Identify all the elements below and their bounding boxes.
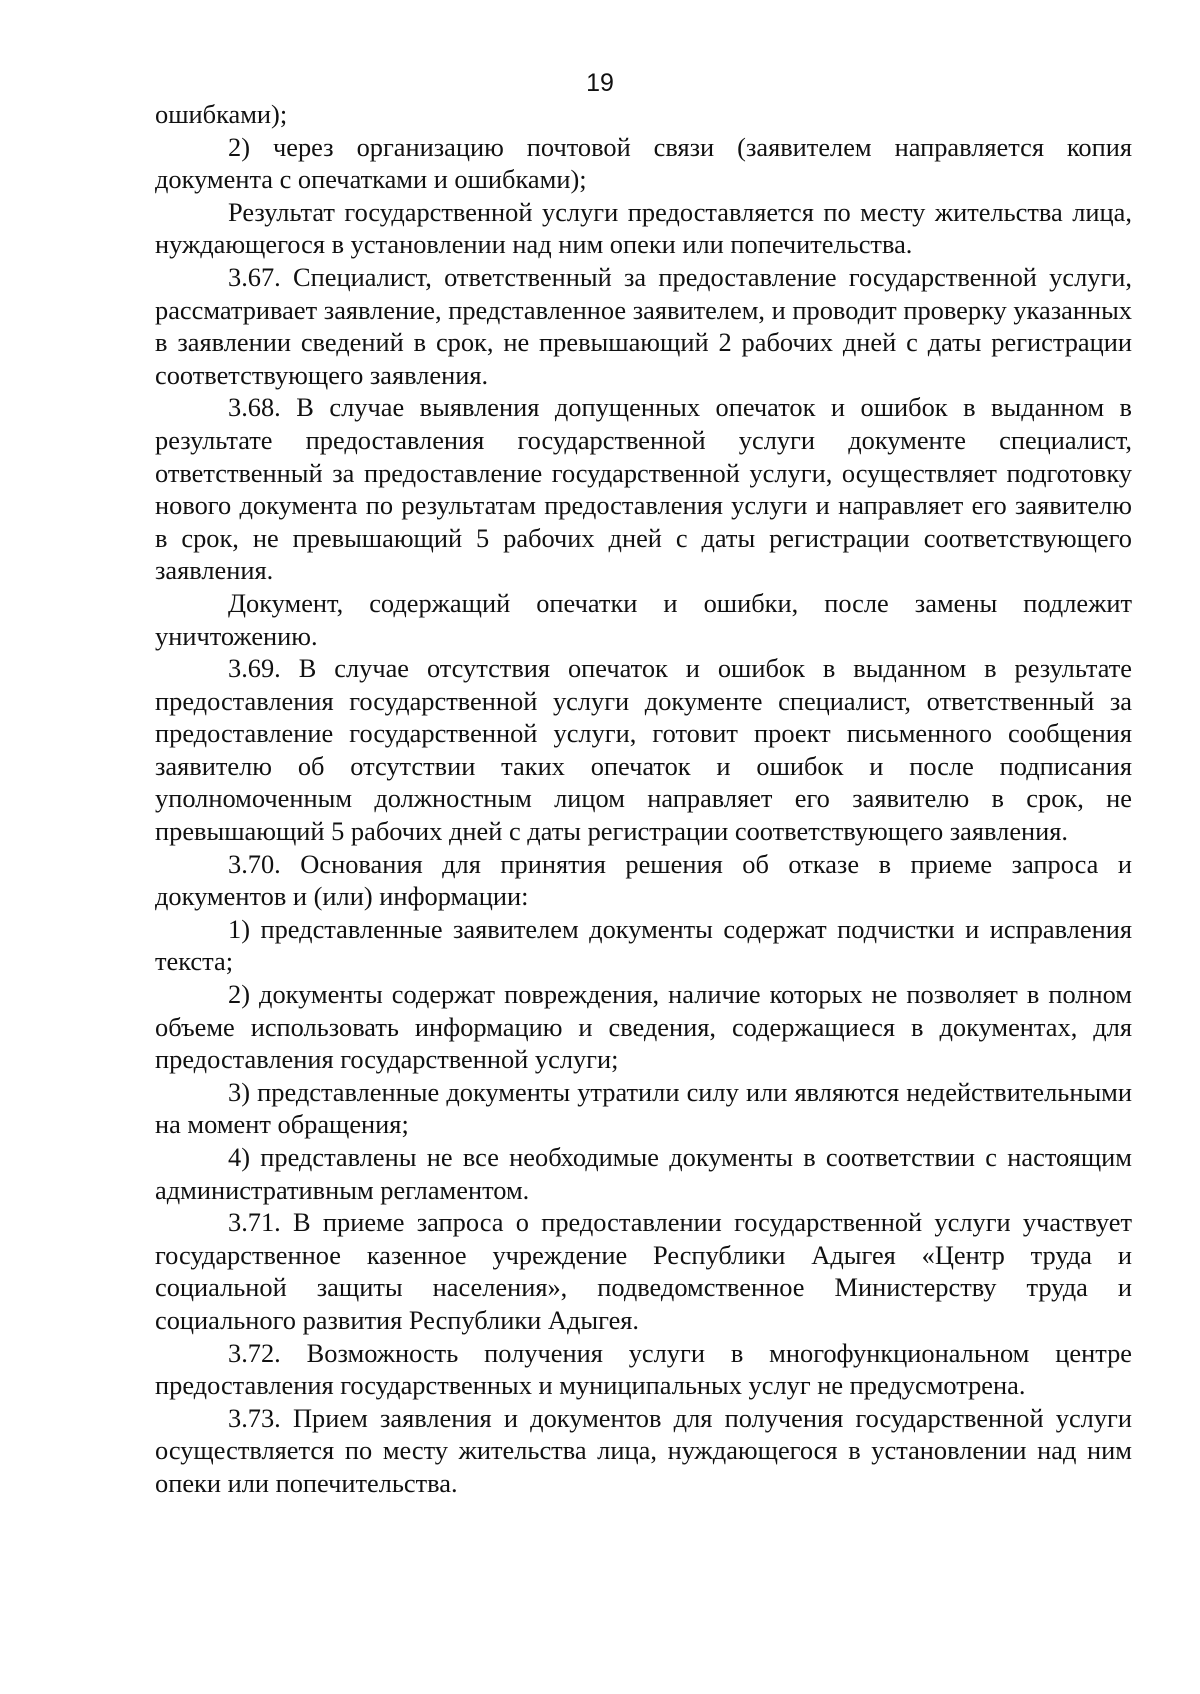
paragraph-3-71: 3.71. В приеме запроса о предоставлении государственной услуги участвует государственное казенное учреждение Республики Адыгея «Центр труда и социальной защиты населения», подведомственное Министерству труда и социального развития Республики Адыгея. xyxy=(155,1207,1132,1335)
paragraph-3-73: 3.73. Прием заявления и документов для получения государственной услуги осуществляется по месту жительства лица, нуждающегося в установлении над ним опеки или попечительства. xyxy=(155,1402,1132,1498)
page-number: 19 xyxy=(586,69,614,97)
paragraph-3-70: 3.70. Основания для принятия решения об отказе в приеме запроса и документов и (или) информации: xyxy=(155,848,1132,912)
paragraph-3-67: 3.67. Специалист, ответственный за предоставление государственной услуги, рассматривает заявление, представленное заявителем, и проводит проверку указанных в заявлении сведений в срок, не превышающий 2 рабочих дней с даты регистрации соответствующего заявления. xyxy=(155,261,1132,390)
list-item-4: 4) представлены не все необходимые документы в соответствии с настоящим административным регламентом. xyxy=(155,1142,1132,1205)
paragraph-continuation: ошибками); xyxy=(155,99,288,129)
paragraph-3-72: 3.72. Возможность получения услуги в многофункциональном центре предоставления государственных и муниципальных услуг не предусмотрена. xyxy=(155,1337,1132,1401)
list-item-2: 2) документы содержат повреждения, наличие которых не позволяет в полном объеме использовать информацию и сведения, содержащиеся в документах, для предоставления государственной услуги; xyxy=(155,979,1132,1075)
list-item-1: 1) представленные заявителем документы содержат подчистки и исправления текста; xyxy=(155,913,1132,977)
paragraph-item-2-postal: 2) через организацию почтовой связи (заявителем направляется копия документа с опечатками и ошибками); xyxy=(155,131,1132,195)
paragraph-3-69: 3.69. В случае отсутствия опечаток и ошибок в выданном в результате предоставления государственной услуги документе специалист, ответственный за предоставление государственной услуги, готовит проект письменного сообщения заявителю об отсутствии таких опечаток и ошибок и после подписания уполномоченным должностным лицом направляет его заявителю в срок, не превышающий 5 рабочих дней с даты регистрации соответствующего заявления. xyxy=(155,653,1132,847)
document-body xyxy=(155,98,1132,1500)
paragraph-result-place: Результат государственной услуги предоставляется по месту жительства лица, нуждающегося в установлении над ним опеки или попечительства. xyxy=(155,196,1132,260)
paragraph-document-destruction: Документ, содержащий опечатки и ошибки, после замены подлежит уничтожению. xyxy=(155,587,1132,651)
paragraph-3-68: 3.68. В случае выявления допущенных опечаток и ошибок в выданном в результате предоставления государственной услуги документе специалист, ответственный за предоставление государственной услуги, осуществляет подготовку нового документа по результатам предоставления услуги и направляет его заявителю в срок, не превышающий 5 рабочих дней с даты регистрации соответствующего заявления. xyxy=(155,392,1132,586)
list-item-3: 3) представленные документы утратили силу или являются недействительными на момент обращения; xyxy=(155,1076,1132,1140)
